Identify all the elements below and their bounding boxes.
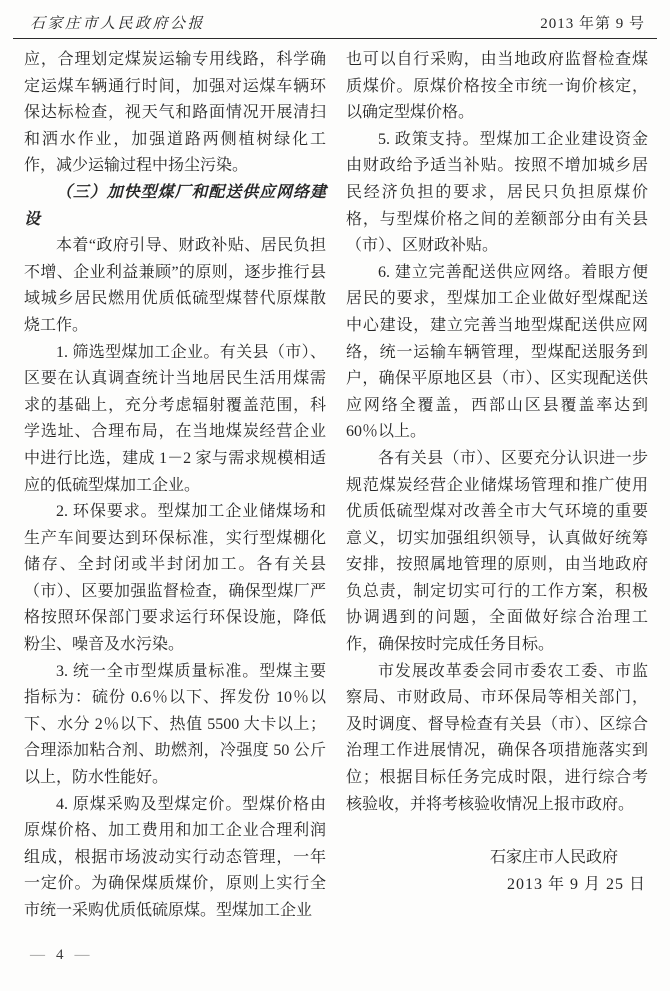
- document-body: [24, 47, 648, 925]
- right-column: [346, 47, 648, 925]
- issue-number: 2013 年第 9 号: [540, 16, 645, 32]
- signature-block: [346, 845, 648, 898]
- page-header: [30, 13, 645, 35]
- left-column: [24, 47, 326, 925]
- footer-dash-left: —: [30, 947, 45, 963]
- continuation-paragraph: 应，合理划定煤炭运输专用线路，科学确定运煤车辆通行时间，加强对运煤车辆环保达标检查，视天气和路面情况开展清扫和洒水作业，加强道路两侧植树绿化工作，减少运输过程中扬尘污染。: [24, 51, 326, 175]
- footer-dash-right: —: [74, 947, 90, 963]
- numbered-paragraph-3: 3. 统一全市型煤质量标准。型煤主要指标为：硫份 0.6％以下、挥发份 10％以下、水分 2％以下、热值 5500 大卡以上；合理添加粘合剂、助燃剂，冷强度 50 公斤以上，防水性能好。: [24, 662, 326, 787]
- closing-paragraph-2: 市发展改革委会同市委农工委、市监察局、市财政局、市环保局等相关部门，及时调度、督导检查有关县（市）、区综合治理工作进展情况，确保各项措施落实到位；根据目标任务完成时限，进行综合考核验收，并将考核验收情况上报市政府。: [346, 662, 648, 813]
- header-rule: [13, 38, 657, 39]
- page-footer: [30, 947, 90, 964]
- principle-paragraph: 本着“政府引导、财政补贴、居民负担不增、企业利益兼顾”的原则，逐步推行县域城乡居民燃用优质低硫型煤替代原煤散烧工作。: [24, 237, 326, 334]
- section-heading: （三）加快型煤厂和配送供应网络建设: [24, 183, 326, 228]
- numbered-paragraph-4: 4. 原煤采购及型煤定价。型煤价格由原煤价格、加工费用和加工企业合理利润组成，根据市场波动实行动态管理，一年一定价。为确保煤质煤价，原则上实行全市统一采购优质低硫原煤。型煤加工企业: [24, 795, 326, 919]
- closing-paragraph-1: 各有关县（市）、区要充分认识进一步规范煤炭经营企业储煤场管理和推广使用优质低硫型煤对改善全市大气环境的重要意义，切实加强组织领导，认真做好统筹安排，按照属地管理的原则，由当地政府负总责，制定切实可行的工作方案，积极协调遇到的问题，全面做好综合治理工作，确保按时完成任务目标。: [346, 449, 648, 654]
- signature-date: 2013 年 9 月 25 日: [506, 875, 646, 893]
- numbered-paragraph-2: 2. 环保要求。型煤加工企业储煤场和生产车间要达到环保标准，实行型煤棚化储存、全封闭或半封闭加工。各有关县（市）、区要加强监督检查，确保型煤厂严格按照环保部门要求运行环保设施，降低粉尘、噪音及水污染。: [24, 503, 326, 654]
- numbered-paragraph-6: 6. 建立完善配送供应网络。着眼方便居民的要求，型煤加工企业做好型煤配送中心建设，建立完善当地型煤配送供应网络，统一运输车辆管理，型煤配送服务到户，确保平原地区县（市）、区实现配送供应网络全覆盖，西部山区县覆盖率达到 60％以上。: [346, 263, 648, 441]
- numbered-paragraph-1: 1. 筛选型煤加工企业。有关县（市）、区要在认真调查统计当地居民生活用煤需求的基础上，充分考虑辐射覆盖范围，科学选址、合理布局，在当地煤炭经营企业中进行比选，建成 1－2 家与需求规模相适应的低硫型煤加工企业。: [24, 343, 326, 494]
- publication-title: 石家庄市人民政府公报: [30, 16, 206, 32]
- numbered-paragraph-5: 5. 政策支持。型煤加工企业建设资金由财政给予适当补贴。按照不增加城乡居民经济负担的要求，居民只负担原煤价格，与型煤价格之间的差额部分由有关县（市）、区财政补贴。: [346, 130, 648, 255]
- continuation-paragraph: 也可以自行采购，由当地政府监督检查煤质煤价。原煤价格按全市统一询价核定，以确定型煤价格。: [346, 51, 648, 122]
- signature-name: 石家庄市人民政府: [489, 849, 618, 867]
- page-number: 4: [56, 947, 64, 963]
